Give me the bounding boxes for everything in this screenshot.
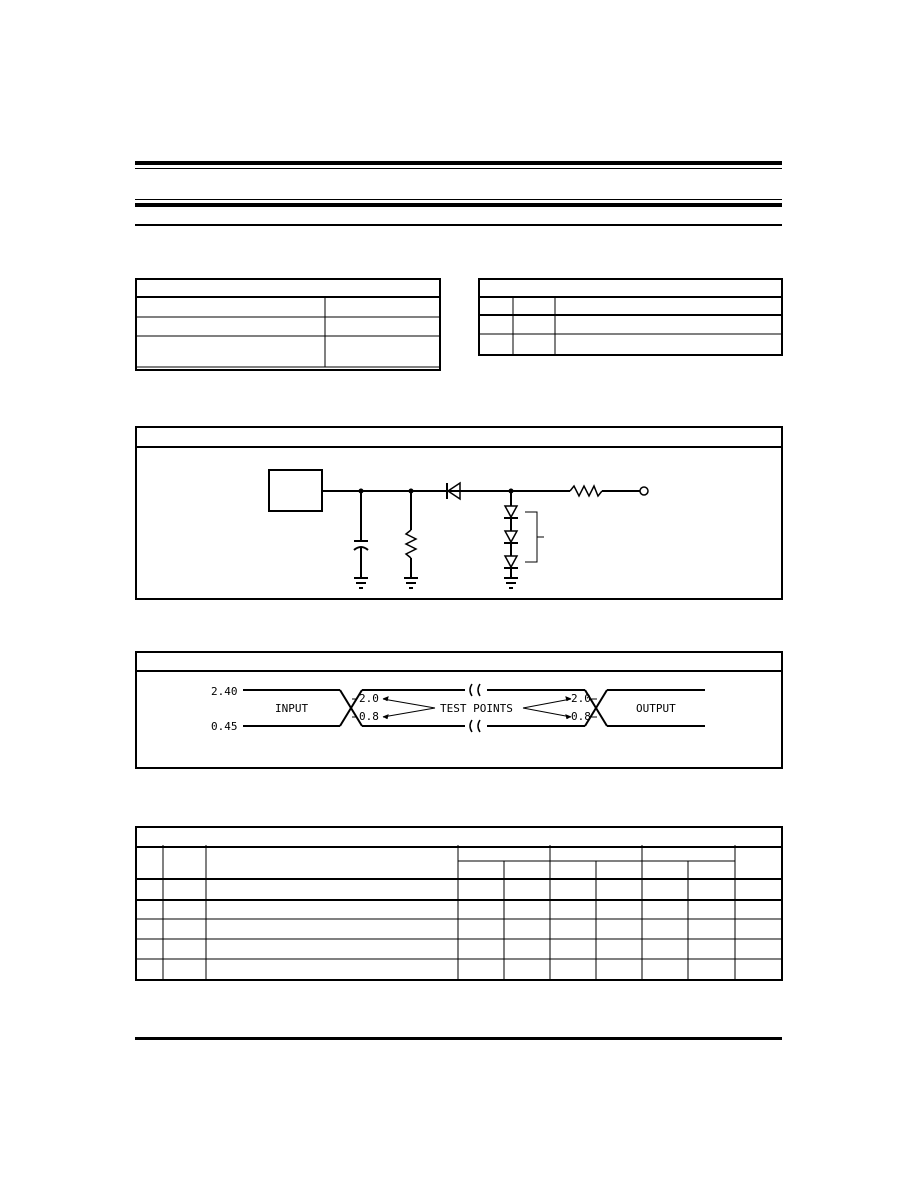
level-high-label: 2.40 [211,685,238,698]
shunt-resistor-icon [406,491,416,578]
waveform-diagram [135,651,783,769]
right-table-grid [478,278,783,356]
series-diode-icon [445,483,465,499]
footer-rule [135,1037,782,1040]
series-resistor-icon [570,486,602,496]
section-rule-thick [135,203,782,207]
section-rule-thin [135,199,782,200]
input-label: INPUT [275,702,309,715]
test-points-label: TEST POINTS [440,702,513,715]
ground-icon-1 [354,578,368,588]
ground-icon-3 [504,578,518,588]
capacitor-icon [354,491,368,578]
diode-string-icon [504,491,518,578]
tp-low-right: 0.8 [571,710,591,723]
header-rule-top-thick [135,161,782,165]
tp-high-right: 2.0 [571,692,591,705]
tp-high-left: 2.0 [359,692,379,705]
ground-icon-2 [404,578,418,588]
timing-table-grid [135,826,783,981]
level-low-label: 0.45 [211,720,238,733]
source-block [269,470,322,511]
output-label: OUTPUT [636,702,676,715]
tp-low-left: 0.8 [359,710,379,723]
circuit-diagram [135,426,783,600]
section-rule-bottom [135,224,782,226]
left-table-grid [135,278,441,371]
output-terminal-icon [640,487,648,495]
bracket-icon [525,512,537,562]
header-rule-top-thin [135,168,782,169]
